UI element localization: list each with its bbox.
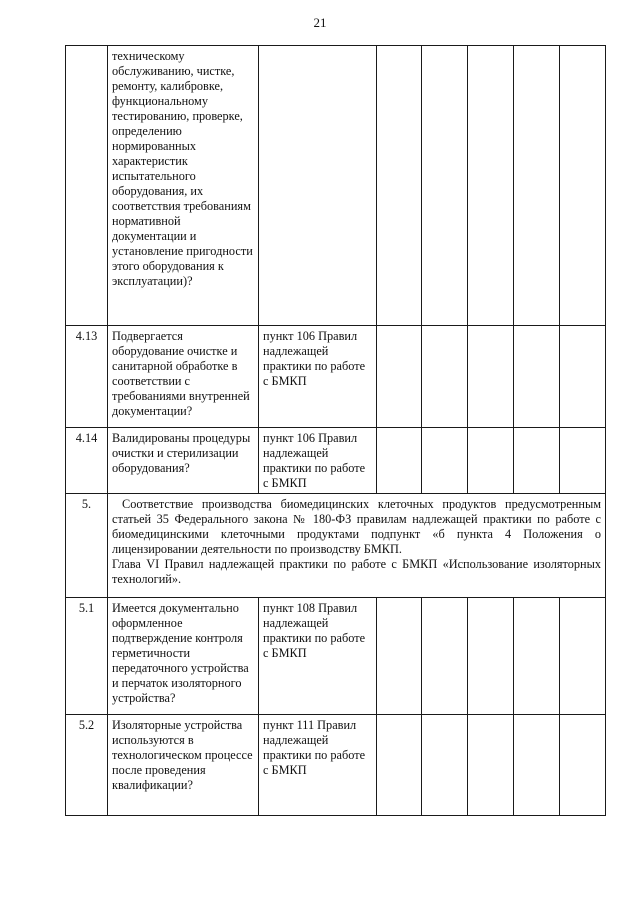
answer-cell xyxy=(468,46,514,326)
row-number: 4.13 xyxy=(66,326,108,428)
answer-cell xyxy=(468,715,514,816)
answer-cell xyxy=(514,715,560,816)
answer-cell xyxy=(560,46,606,326)
answer-cell xyxy=(377,715,422,816)
question-cell: Изоляторные устройства используются в технологическом процессе после проведения квалификации? xyxy=(108,715,259,816)
table-row xyxy=(66,428,606,494)
reference-cell: пункт 106 Правил надлежащей практики по работе с БМКП xyxy=(259,428,377,494)
section-row xyxy=(66,494,606,598)
checklist-table xyxy=(65,45,606,816)
answer-cell xyxy=(560,598,606,715)
row-number xyxy=(66,46,108,326)
answer-cell xyxy=(468,326,514,428)
section-title: Соответствие производства биомедицинских клеточных продуктов предусмотренным статьей 35 Федерального закона № 180-ФЗ правилам надлежащей практики по работе с биомедицинскими клеточными продуктами подпункт «б пункта 4 Положения о лицензировании деятельности по производству БМКП. xyxy=(112,497,601,556)
section-heading xyxy=(108,494,606,598)
reference-cell: пункт 108 Правил надлежащей практики по работе с БМКП xyxy=(259,598,377,715)
answer-cell xyxy=(514,46,560,326)
section-number: 5. xyxy=(66,494,108,598)
answer-cell xyxy=(422,428,468,494)
answer-cell xyxy=(377,428,422,494)
answer-cell xyxy=(422,326,468,428)
answer-cell xyxy=(422,46,468,326)
section-chapter: Глава VI Правил надлежащей практики по работе с БМКП «Использование изоляторных технологий». xyxy=(112,557,601,586)
answer-cell xyxy=(560,715,606,816)
answer-cell xyxy=(377,598,422,715)
question-cell: Подвергается оборудование очистке и санитарной обработке в соответствии с требованиями внутренней документации? xyxy=(108,326,259,428)
table-row xyxy=(66,598,606,715)
question-cell: Валидированы процедуры очистки и стерилизации оборудования? xyxy=(108,428,259,494)
table-row xyxy=(66,326,606,428)
answer-cell xyxy=(468,428,514,494)
reference-cell: пункт 106 Правил надлежащей практики по работе с БМКП xyxy=(259,326,377,428)
table-row xyxy=(66,715,606,816)
answer-cell xyxy=(422,598,468,715)
answer-cell xyxy=(560,326,606,428)
row-number: 4.14 xyxy=(66,428,108,494)
answer-cell xyxy=(560,428,606,494)
answer-cell xyxy=(514,428,560,494)
reference-cell: пункт 111 Правил надлежащей практики по работе с БМКП xyxy=(259,715,377,816)
answer-cell xyxy=(422,715,468,816)
table-row xyxy=(66,46,606,326)
answer-cell xyxy=(514,326,560,428)
question-cell: Имеется документально оформленное подтверждение контроля герметичности передаточного устройства и перчаток изоляторного устройства? xyxy=(108,598,259,715)
row-number: 5.1 xyxy=(66,598,108,715)
reference-cell xyxy=(259,46,377,326)
answer-cell xyxy=(468,598,514,715)
answer-cell xyxy=(514,598,560,715)
page-number: 21 xyxy=(313,15,327,30)
answer-cell xyxy=(377,46,422,326)
row-number: 5.2 xyxy=(66,715,108,816)
answer-cell xyxy=(377,326,422,428)
question-cell: техническому обслуживанию, чистке, ремонту, калибровке, функциональному тестированию, проверке, определению нормированных характеристик испытательного оборудования, их соответствия требованиям нормативной документации и установление пригодности этого оборудования к эксплуатации)? xyxy=(108,46,259,326)
